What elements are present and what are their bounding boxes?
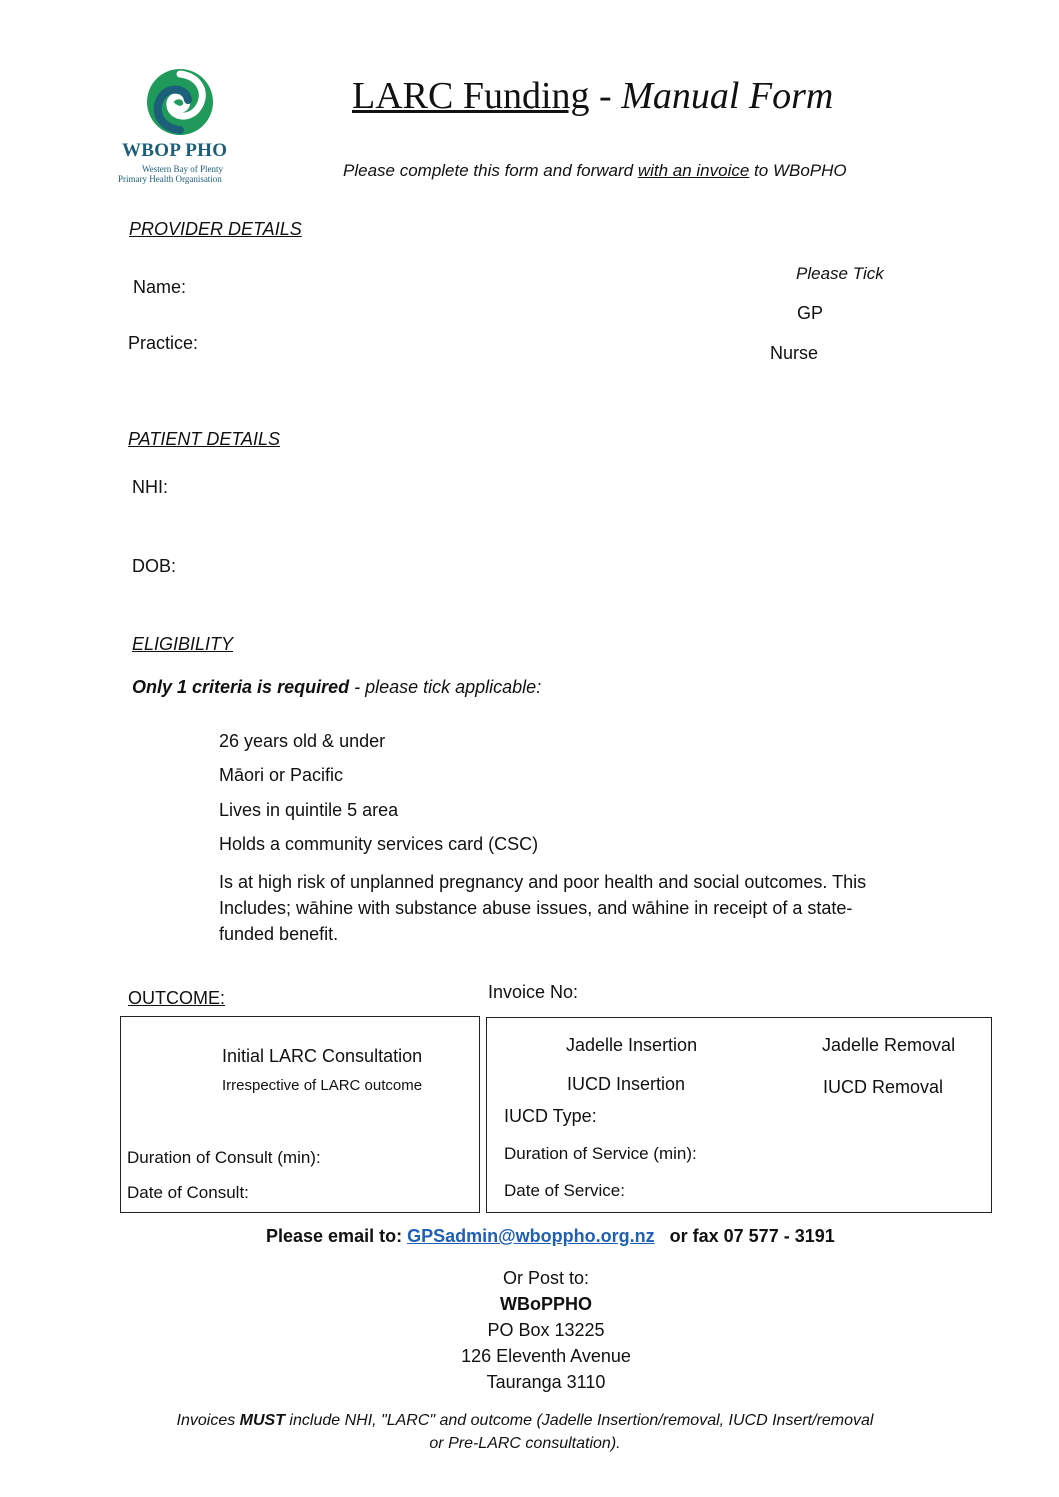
eligibility-note: Only 1 criteria is required - please tick applicable: bbox=[132, 677, 542, 697]
post-intro: Or Post to: bbox=[502, 1268, 590, 1288]
invoice-number-label: Invoice No: bbox=[488, 982, 579, 1002]
tick-gp-label[interactable]: GP bbox=[797, 303, 824, 323]
logo-name: WBOP PHO bbox=[122, 140, 228, 161]
post-po-box: PO Box 13225 bbox=[487, 1320, 605, 1340]
nhi-label: NHI: bbox=[132, 477, 168, 497]
logo-subtitle-line2: Primary Health Organisation bbox=[118, 174, 222, 184]
form-instruction: Please complete this form and forward with an invoice to WBoPHO bbox=[343, 161, 847, 180]
title-italic: Manual Form bbox=[621, 75, 834, 117]
eligibility-heading: ELIGIBILITY bbox=[132, 634, 234, 654]
service-duration-label: Duration of Service (min): bbox=[504, 1144, 697, 1163]
jadelle-insertion-option[interactable]: Jadelle Insertion bbox=[566, 1035, 698, 1055]
email-link[interactable]: GPSadmin@wboppho.org.nz bbox=[407, 1226, 655, 1246]
post-street: 126 Eleventh Avenue bbox=[461, 1346, 631, 1366]
post-city: Tauranga 3110 bbox=[486, 1372, 606, 1392]
practice-label: Practice: bbox=[128, 333, 199, 353]
criteria-item-high-risk[interactable]: Is at high risk of unplanned pregnancy and poor health and social outcomes. This Includes; wāhine with substance abuse issues, and wāhine in receipt of a state- funded benefit. bbox=[219, 872, 867, 944]
title-separator: - bbox=[589, 75, 622, 117]
jadelle-removal-option[interactable]: Jadelle Removal bbox=[822, 1035, 956, 1055]
footer-note: Invoices MUST include NHI, "LARC" and outcome (Jadelle Insertion/removal, IUCD Insert/removal or Pre-LARC consultation). bbox=[176, 1412, 874, 1452]
criteria-item[interactable]: Holds a community services card (CSC) bbox=[219, 834, 539, 854]
postal-address bbox=[346, 1265, 746, 1395]
consult-duration-label: Duration of Consult (min): bbox=[127, 1148, 321, 1167]
provider-details-heading: PROVIDER DETAILS bbox=[129, 219, 302, 239]
logo-subtitle-line1: Western Bay of Plenty bbox=[142, 164, 224, 174]
consultation-subtitle: Irrespective of LARC outcome bbox=[222, 1077, 423, 1094]
name-label: Name: bbox=[133, 277, 187, 297]
post-org: WBoPPHO bbox=[500, 1294, 592, 1314]
iucd-removal-option[interactable]: IUCD Removal bbox=[823, 1077, 944, 1097]
wbop-pho-logo-icon bbox=[112, 68, 247, 138]
initial-consultation-option[interactable]: Initial LARC Consultation bbox=[222, 1046, 423, 1066]
service-date-label: Date of Service: bbox=[504, 1181, 625, 1200]
email-line: Please email to: GPSadmin@wboppho.org.nz or fax 07 577 - 3191 bbox=[266, 1226, 835, 1246]
iucd-type-label: IUCD Type: bbox=[504, 1106, 597, 1126]
iucd-insertion-option[interactable]: IUCD Insertion bbox=[567, 1074, 686, 1094]
logo bbox=[112, 68, 247, 188]
dob-label: DOB: bbox=[132, 556, 177, 576]
page-title bbox=[352, 74, 833, 118]
please-tick-label: Please Tick bbox=[796, 264, 884, 283]
criteria-item[interactable]: Lives in quintile 5 area bbox=[219, 800, 399, 820]
consult-date-label: Date of Consult: bbox=[127, 1183, 249, 1202]
title-main: LARC Funding bbox=[352, 75, 590, 117]
tick-nurse-label[interactable]: Nurse bbox=[770, 343, 819, 363]
patient-details-heading: PATIENT DETAILS bbox=[128, 429, 281, 449]
criteria-item[interactable]: Māori or Pacific bbox=[219, 765, 344, 785]
criteria-item[interactable]: 26 years old & under bbox=[219, 731, 386, 751]
outcome-heading: OUTCOME: bbox=[128, 988, 225, 1008]
